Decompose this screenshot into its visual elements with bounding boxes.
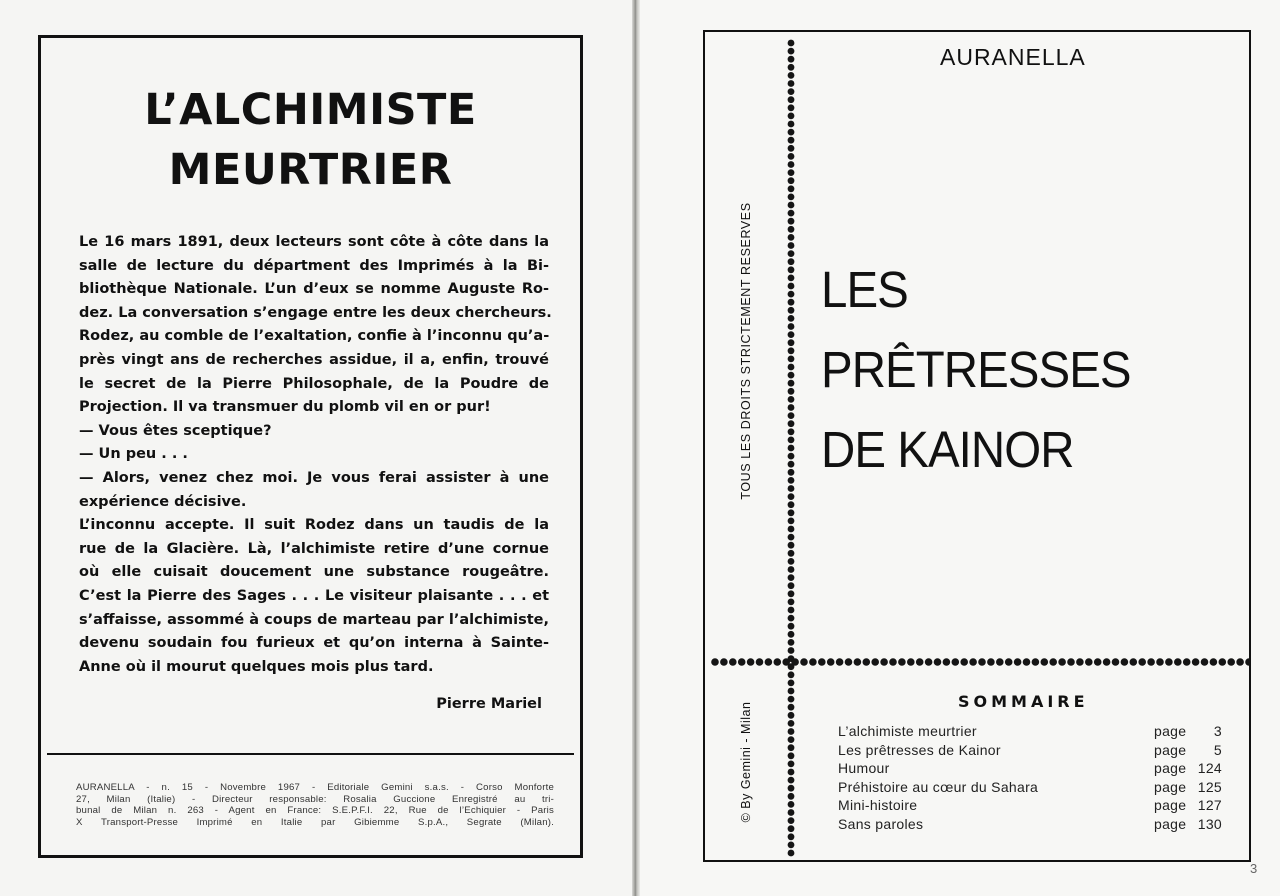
story-line: dez. La conversation s’engage entre les deux chercheurs. (79, 304, 552, 321)
story-line: Rodez, au comble de l’exaltation, confie à l’inconnu qu’a- (79, 328, 550, 345)
toc-page-label: page (1154, 723, 1187, 739)
story-title-line: L’ALCHIMISTE (144, 85, 477, 135)
story-line: Anne où il mourut quelques mois plus tard. (79, 658, 434, 675)
story-line: — Un peu . . . (79, 446, 188, 463)
toc-entry-title: Humour (838, 760, 890, 776)
toc-entry-title: L’alchimiste meurtrier (838, 723, 977, 739)
story-title-line: MEURTRIER (168, 145, 453, 195)
toc-page-number: 124 (1197, 760, 1222, 776)
imprint-line: 27, Milan (Italie) - Directeur responsable: Rosalia Guccione Enregistré au tri- (76, 793, 554, 805)
toc-row (838, 741, 1222, 760)
series-name: AURANELLA (940, 44, 1086, 70)
toc-page-label: page (1154, 741, 1187, 758)
imprint-divider (47, 753, 574, 755)
toc-page-number: 3 (1213, 723, 1222, 739)
toc-row (838, 796, 1222, 815)
story-line: Le 16 mars 1891, deux lecteurs sont côte à côte dans la (79, 234, 549, 250)
page-number: 3 (1250, 861, 1258, 876)
toc-page-number: 5 (1213, 741, 1222, 758)
story-line: près vingt ans de recherches assidue, il a, enfin, trouvé (79, 351, 549, 368)
story-line: devenu soudain fou furieux et qu’on interna à Sainte- (79, 635, 549, 652)
toc-page-label: page (1154, 815, 1187, 832)
story-line: — Vous êtes sceptique? (79, 422, 272, 439)
toc-entry-title: Les prêtresses de Kainor (838, 741, 1001, 758)
toc-page-label: page (1154, 778, 1187, 795)
story-line: C’est la Pierre des Sages . . . Le visiteur plaisante . . . et (79, 587, 549, 604)
toc-page-number: 130 (1197, 815, 1222, 832)
story-title (41, 80, 580, 200)
toc-page-number: 127 (1197, 797, 1222, 813)
copyright-notice: © By Gemini - Milan (739, 701, 753, 823)
story-line: L’inconnu accepte. Il suit Rodez dans un taudis de la (79, 517, 549, 534)
toc-row (838, 759, 1222, 778)
story-body (79, 231, 552, 679)
left-frame (38, 35, 583, 858)
imprint-line: bunal de Milan n. 263 - Agent en France: S.E.P.F.I. 22, Rue de l’Echiquier - Paris (76, 805, 554, 816)
toc-row (838, 778, 1222, 797)
story-line: où elle cuisait doucement une substance rougeâtre. (79, 564, 549, 581)
story-line: rue de la Glacière. Là, l’alchimiste retire d’une cornue (79, 540, 549, 557)
publisher-imprint (76, 782, 554, 828)
story-line: le secret de la Pierre Philosophale, de la Poudre de (79, 375, 549, 392)
story-line: Projection. Il va transmuer du plomb vil en or pur! (79, 399, 491, 416)
toc-entry-title: Mini-histoire (838, 797, 918, 813)
toc-entry-title: Sans paroles (838, 815, 924, 832)
story-line: expérience décisive. (79, 493, 247, 510)
toc-entry-title: Préhistoire au cœur du Sahara (838, 778, 1039, 795)
horizontal-dot-rule (710, 654, 1250, 670)
toc-page-label: page (1154, 797, 1187, 813)
book-spine (632, 0, 640, 896)
story-author: Pierre Mariel (436, 696, 542, 712)
toc-heading: SOMMAIRE (958, 692, 1089, 711)
imprint-line: AURANELLA - n. 15 - Novembre 1967 - Editoriale Gemini s.a.s. - Corso Monforte (76, 782, 554, 793)
story-line: salle de lecture du départment des Imprimés à la Bi- (79, 257, 549, 274)
toc-page-label: page (1154, 760, 1187, 776)
story-line: s’affaisse, assommé à coups de marteau par l’alchimiste, (79, 611, 549, 628)
toc-row (838, 722, 1222, 741)
issue-title (821, 250, 1131, 490)
toc-page-number: 125 (1197, 778, 1222, 795)
issue-title-line: LES (821, 261, 908, 318)
table-of-contents (838, 722, 1222, 833)
toc-row (838, 815, 1222, 834)
story-line: bliothèque Nationale. L’un d’eux se nomme Auguste Ro- (79, 281, 549, 298)
story-line: — Alors, venez chez moi. Je vous ferai assister à une (79, 469, 549, 486)
issue-title-line: PRÊTRESSES (821, 341, 1131, 398)
imprint-line: X Transport-Presse Imprimé en Italie par Gibiemme S.p.A., Segrate (Milan). (76, 816, 554, 828)
issue-title-line: DE KAINOR (821, 421, 1074, 478)
vertical-dot-rule (783, 38, 799, 860)
rights-notice: TOUS LES DROITS STRICTEMENT RESERVES (739, 202, 753, 500)
